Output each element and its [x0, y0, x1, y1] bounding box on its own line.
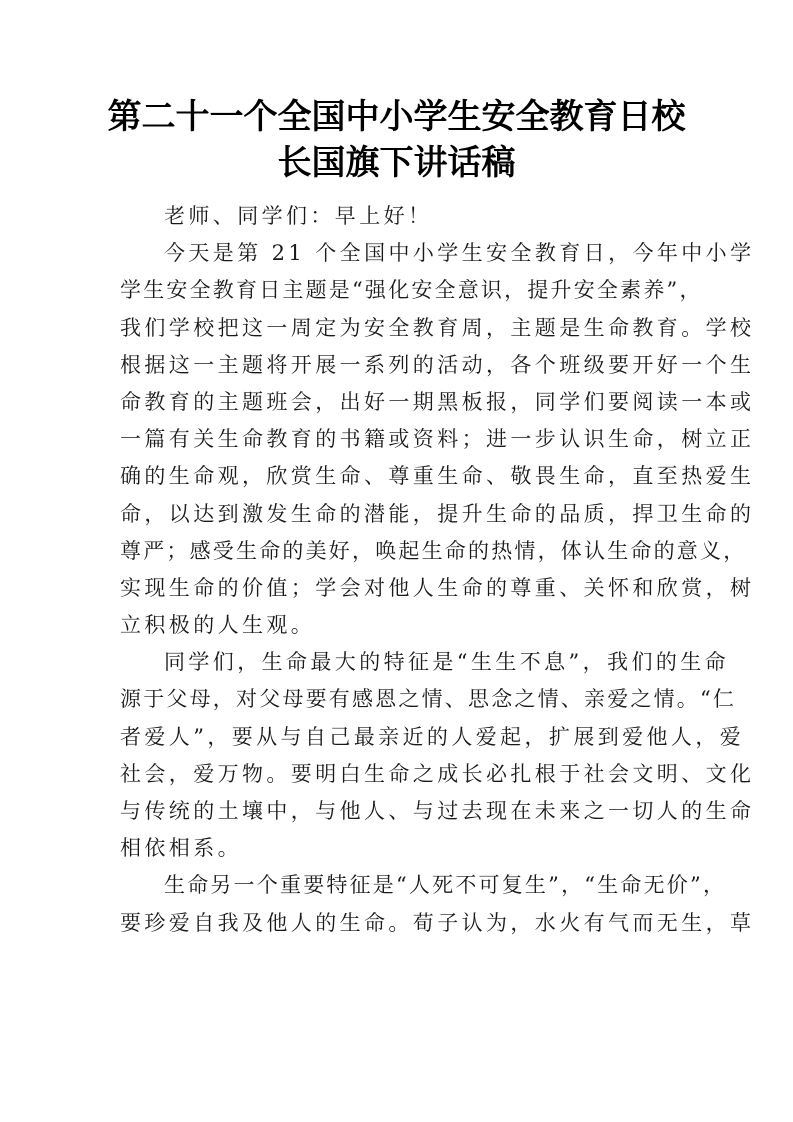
title-line-1: 第二十一个全国中小学生安全教育日校 [107, 97, 686, 137]
text-line: 实现生命的价值；学会对他人生命的尊重、关怀和欣赏，树 [120, 575, 755, 600]
text-line: 根据这一主题将开展一系列的活动，各个班级要开好一个生 [120, 352, 755, 377]
paragraph-life-priceless [120, 867, 755, 941]
paragraph-intro [120, 235, 755, 644]
text-line: 老师、同学们：早上好！ [164, 204, 433, 228]
text-line: 我们学校把这一周定为安全教育周，主题是生命教育。学校 [120, 315, 755, 340]
text-line: 学生安全教育日主题是“强化安全意识，提升安全素养”， [120, 278, 703, 303]
text-line: 一篇有关生命教育的书籍或资料；进一步认识生命，树立正 [120, 427, 755, 452]
text-line: 源于父母，对父母要有感恩之情、思念之情、亲爱之情。“仁 [120, 687, 737, 712]
title-line-2: 长国旗下讲话稿 [277, 143, 516, 183]
paragraph-life-features [120, 644, 755, 867]
text-line: 生命另一个重要特征是“人死不可复生”，“生命无价”， [164, 873, 727, 898]
document-title [100, 94, 693, 186]
text-line: 立积极的人生观。 [120, 613, 316, 638]
text-line: 命，以达到激发生命的潜能，提升生命的品质，捍卫生命的 [120, 501, 755, 526]
text-line: 社会，爱万物。要明白生命之成长必扎根于社会文明、文化 [120, 761, 755, 786]
text-line: 者爱人”，要从与自己最亲近的人爱起，扩展到爱他人，爱 [120, 724, 745, 749]
text-line: 相依相系。 [120, 836, 242, 861]
text-line: 要珍爱自我及他人的生命。荀子认为，水火有气而无生，草 [120, 910, 755, 935]
text-line: 确的生命观，欣赏生命、尊重生命、敬畏生命，直至热爱生 [120, 464, 755, 489]
document-body [120, 198, 755, 942]
text-line: 与传统的土壤中，与他人、与过去现在未来之一切人的生命 [120, 799, 755, 823]
text-line: 今天是第 21 个全国中小学生安全教育日，今年中小学 [164, 241, 755, 266]
text-line: 命教育的主题班会，出好一期黑板报，同学们要阅读一本或 [120, 389, 755, 414]
text-line: 同学们，生命最大的特征是“生生不息”，我们的生命 [164, 650, 730, 675]
paragraph-greeting [120, 198, 680, 235]
text-line: 尊严；感受生命的美好，唤起生命的热情，体认生命的意义， [120, 538, 747, 563]
